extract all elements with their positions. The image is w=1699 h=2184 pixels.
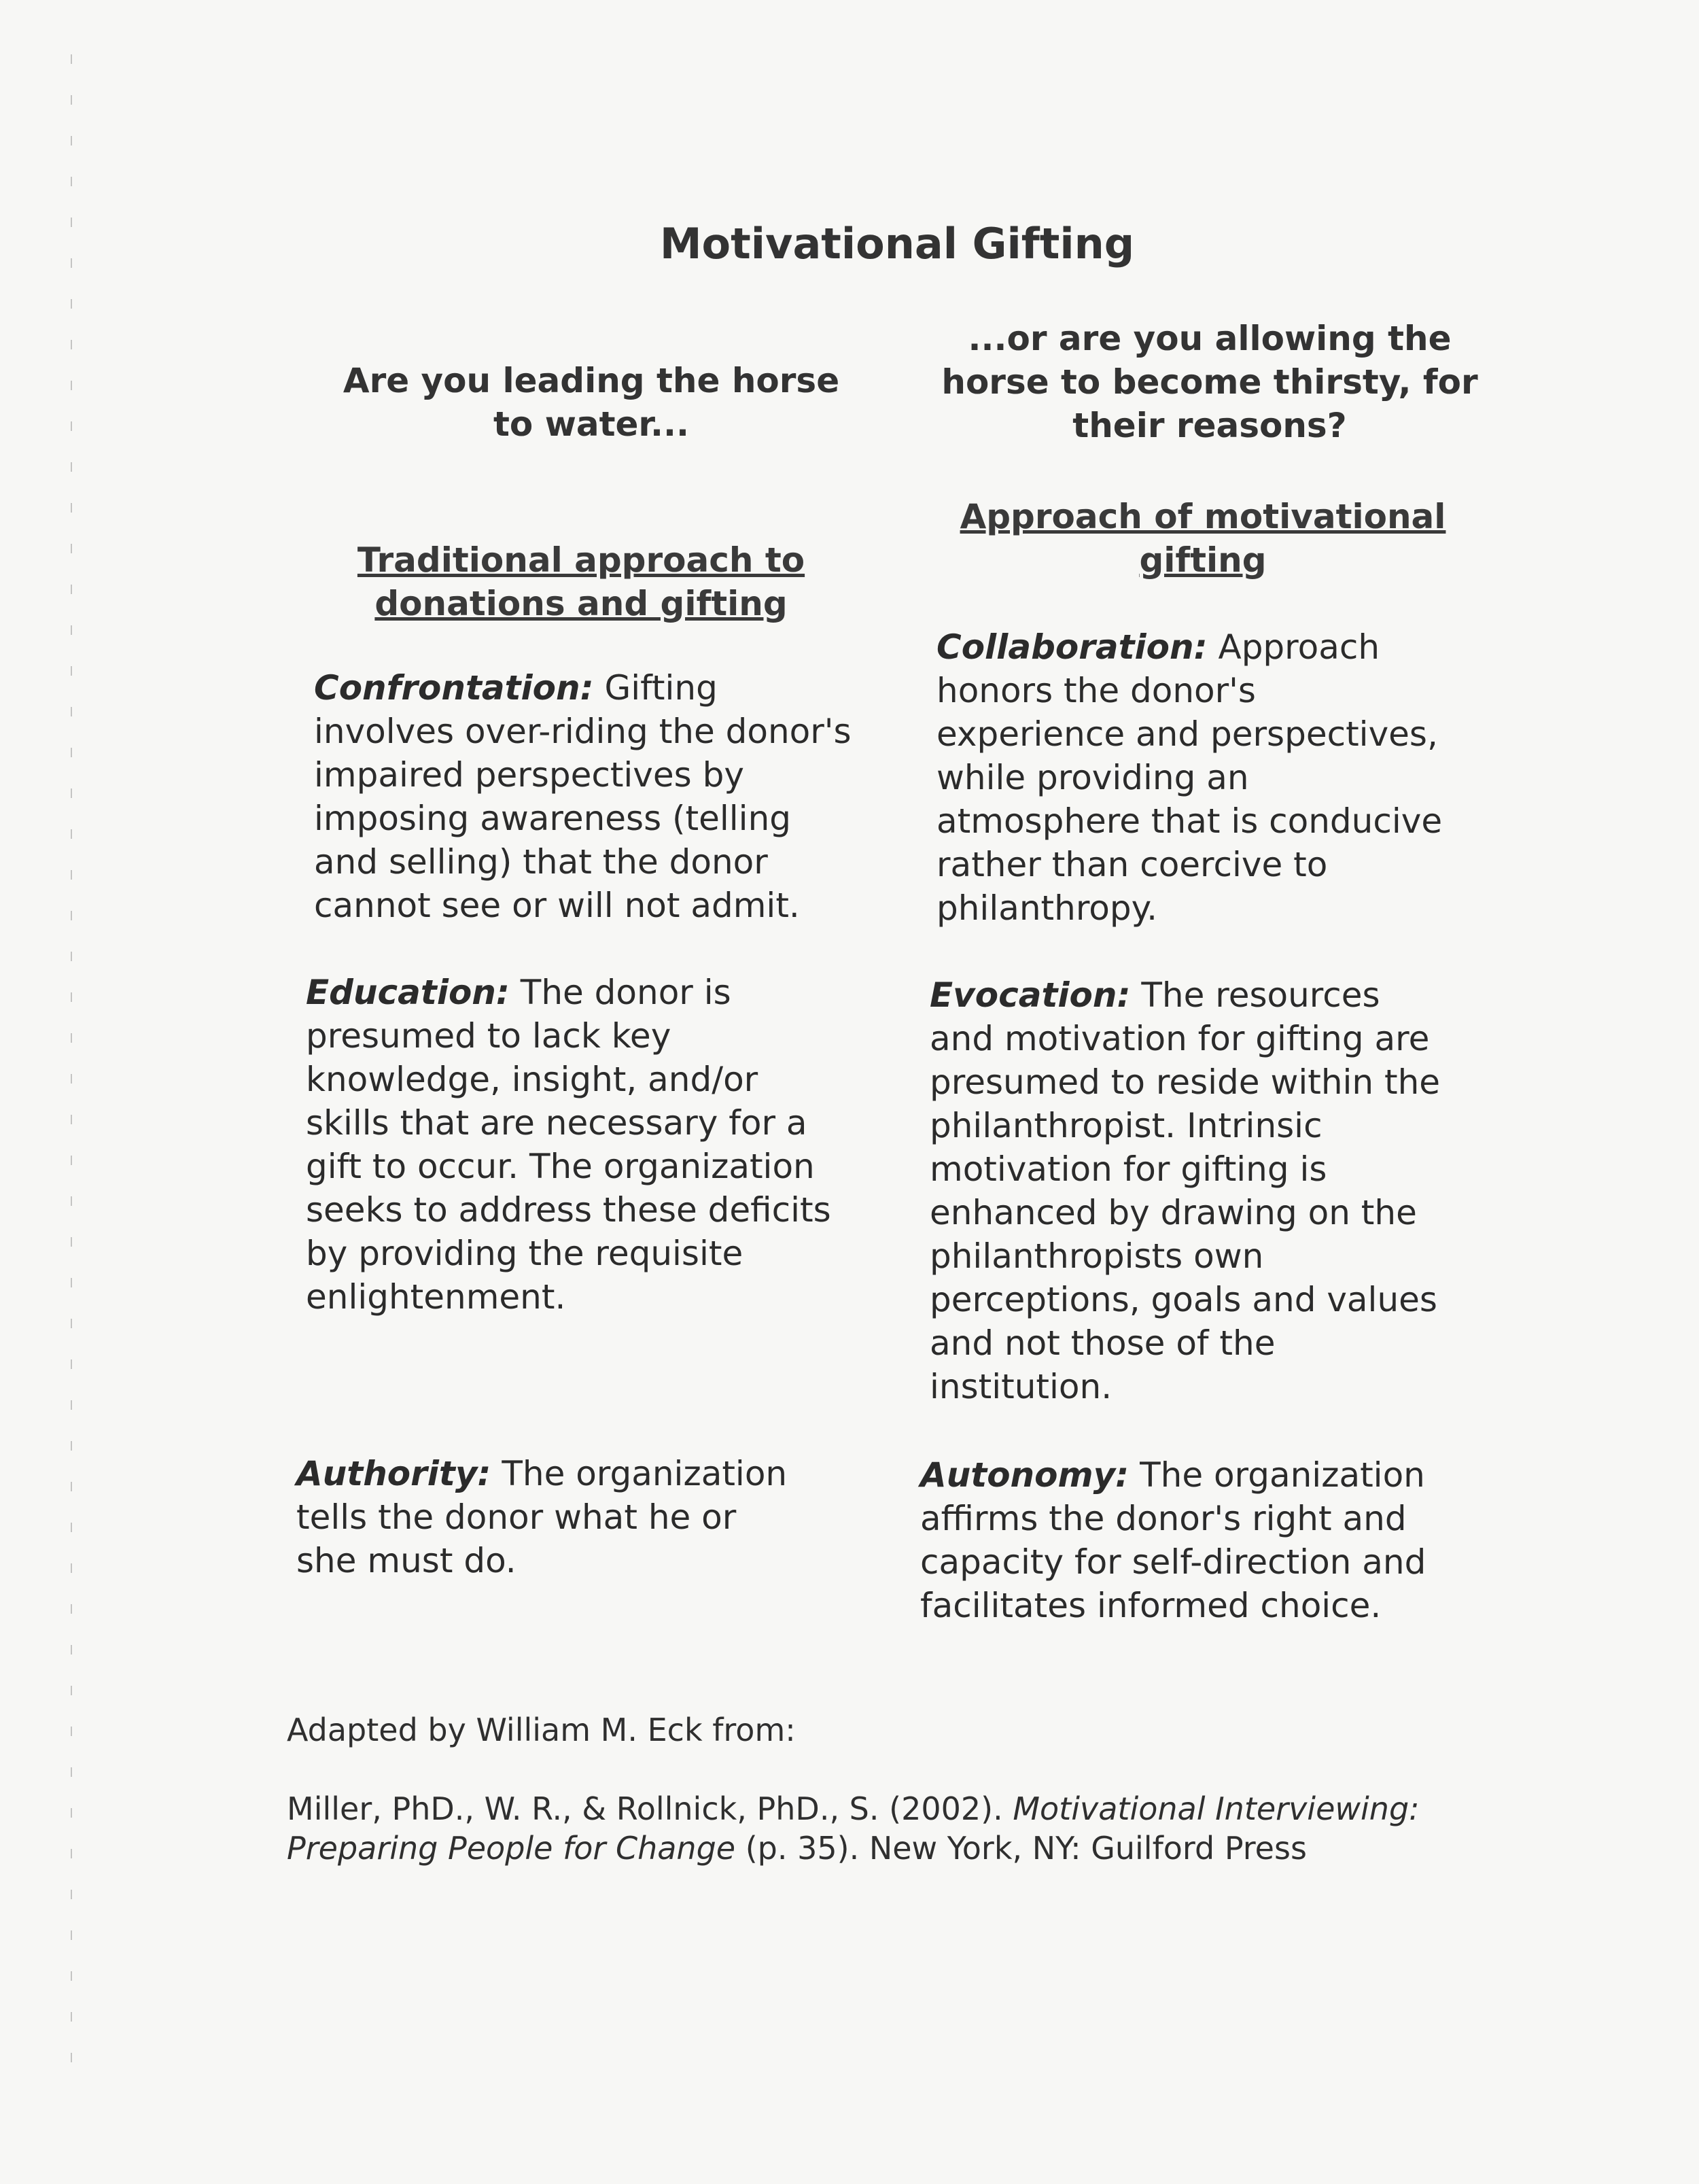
document-title: Motivational Gifting [659, 219, 1135, 268]
confrontation-term: Confrontation: [314, 668, 594, 708]
authority-term: Authority: [296, 1454, 491, 1493]
confrontation-paragraph [314, 666, 858, 927]
citation-publisher: (p. 35). New York, NY: Guilford Press [735, 1830, 1307, 1867]
collaboration-term: Collaboration: [936, 627, 1208, 667]
scan-edge-mark [71, 54, 72, 2094]
collaboration-paragraph [936, 625, 1453, 930]
autonomy-text: The organization affirms the donor's right and capacity for self-direction and facilitates informed choice. [920, 1455, 1426, 1625]
citation-authors: Miller, PhD., W. R., & Rollnick, PhD., S. (2002). [287, 1790, 1013, 1827]
education-text: The donor is presumed to lack key knowledge, insight, and/or skills that are necessary for a gift to occur. The organization seeks to address these deficits by providing the requisite enlightenment. [306, 973, 831, 1317]
evocation-paragraph [930, 973, 1453, 1408]
evocation-term: Evocation: [930, 975, 1131, 1015]
authority-paragraph [296, 1452, 792, 1582]
collaboration-text: Approach honors the donor's experience and perspectives, while providing an atmosphere that is conducive rather than coercive to philanthropy. [936, 627, 1443, 928]
autonomy-paragraph [920, 1453, 1437, 1627]
citation-title: Motivational Interviewing: Preparing People for Change [287, 1790, 1420, 1867]
authority-text: The organization tells the donor what he or she must do. [296, 1454, 788, 1580]
right-question: ...or are you allowing the horse to become thirsty, for their reasons? [941, 319, 1478, 445]
confrontation-text: Gifting involves over-riding the donor's impaired perspectives by imposing awareness (telling and selling) that the donor cannot see or will not admit. [314, 668, 852, 925]
citation [287, 1789, 1483, 1868]
adaptation-credit: Adapted by William M. Eck from: [287, 1712, 796, 1748]
left-question: Are you leading the horse to water... [343, 361, 840, 444]
right-heading: Approach of motivational gifting [960, 497, 1446, 580]
left-heading: Traditional approach to donations and gifting [357, 540, 805, 623]
evocation-text: The resources and motivation for gifting are presumed to reside within the philanthropist. Intrinsic motivation for gifting is enhanced by drawing on the philanthropists own perceptions, goals and values and not those of the institution. [930, 975, 1441, 1406]
education-paragraph [306, 971, 850, 1319]
autonomy-term: Autonomy: [920, 1455, 1129, 1495]
education-term: Education: [306, 973, 510, 1012]
